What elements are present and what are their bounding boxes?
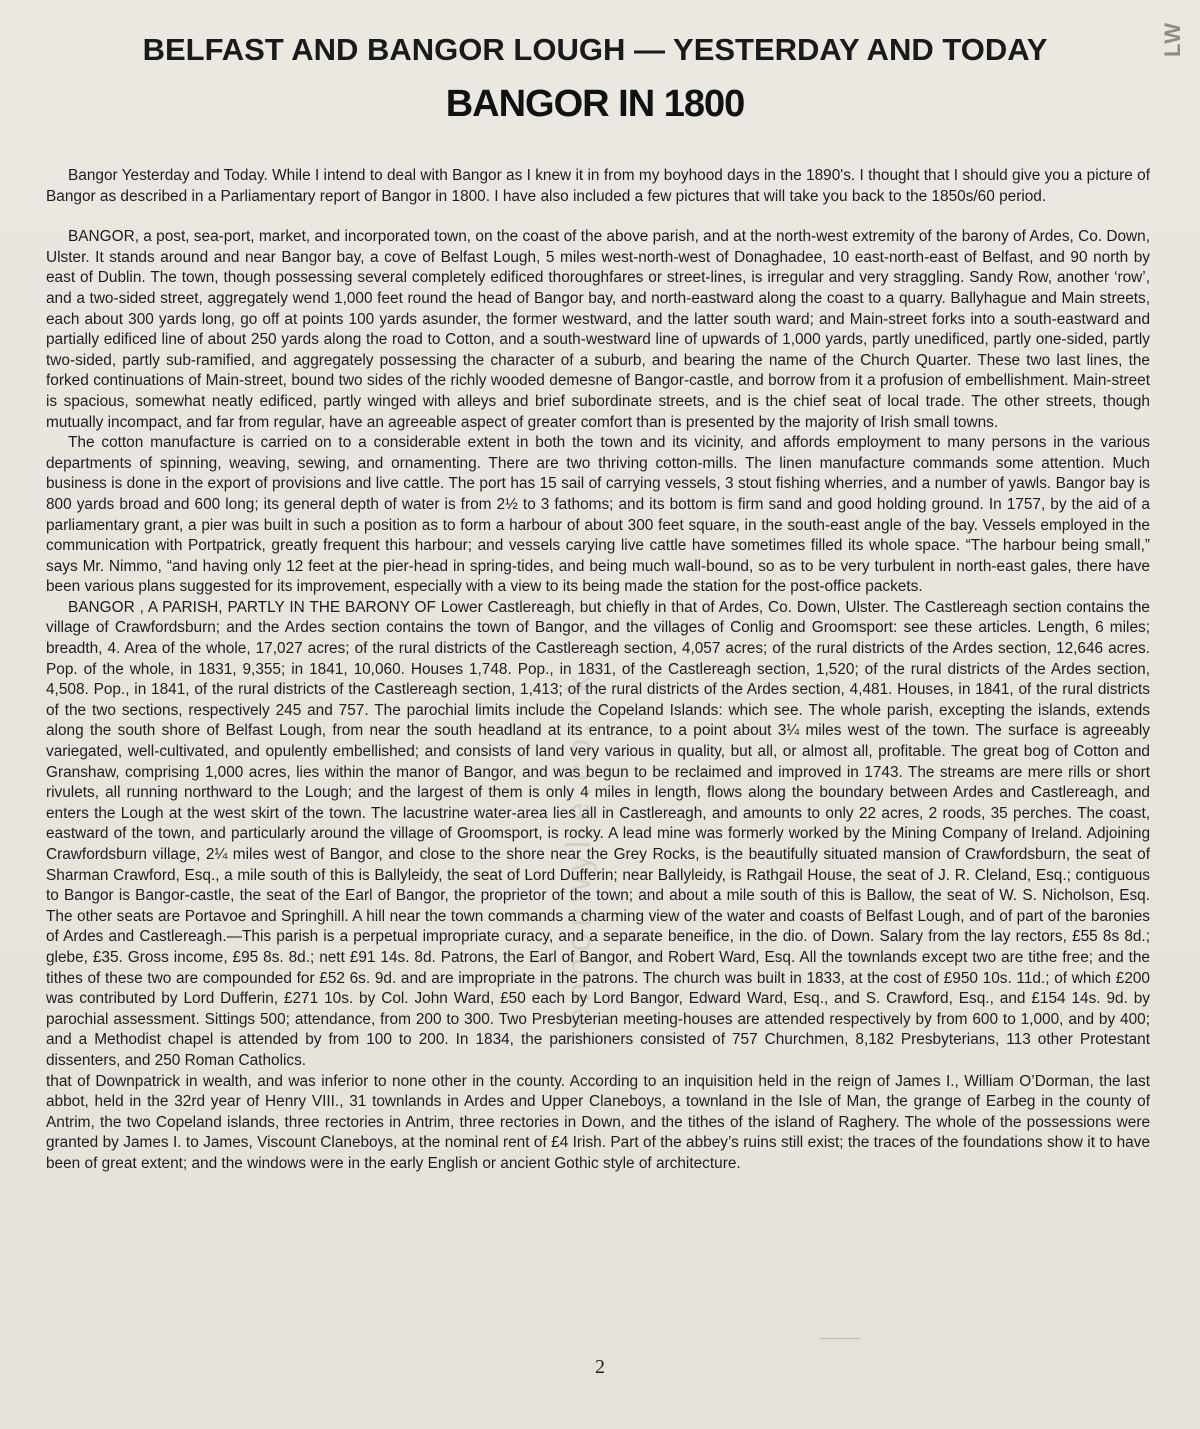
abbey-paragraph: that of Downpatrick in wealth, and was inferior to none other in the county. According to an inquisition held in the reign of James I., William O’Dorman, the last abbot, held in the 32rd year of Henry VIII., 31 townlands in Ardes and Upper Claneboys, a townland in the Isle of Man, the grange of Earbeg in the county of Antrim, the two Copeland islands, three rectories in Antrim, three rectories in Down, and the tithes of the island of Raghery. The whole of the possessions were granted by James I. to James, Viscount Claneboys, at the nominal rent of £4 Irish. Part of the abbey’s ruins still exist; the traces of the foundations show it to have been of great extent; and the windows were in the early English or ancient Gothic style of architecture. xyxy=(46,1072,1150,1172)
header xyxy=(40,30,1150,126)
watermark: lennonwylie.co.uk xyxy=(560,669,598,1040)
article-body xyxy=(46,166,1150,1175)
side-mark: LW xyxy=(1160,22,1185,57)
town-description-paragraph: BANGOR, a post, sea-port, market, and incorporated town, on the coast of the above parish, and at the north-west extremity of the barony of Ardes, Co. Down, Ulster. It stands around and near Bangor bay, a cove of Belfast Lough, 5 miles west-north-west of Donaghadee, 10 east-north-east of Belfast, and 90 north by east of Dublin. The town, though possessing several completely edificed thoroughfares or street-lines, is irregular and very straggling. Sandy Row, another ‘row’, and a two-sided street, aggregately wend 1,000 feet round the head of Bangor bay, and north-eastward along the coast to a quarry. Ballyhague and Main streets, each about 300 yards long, go off at points 100 yards asunder, the former westward, and the latter south ward; and Main-street forks into a south-eastward and partially edificed line of about 250 yards along the road to Cotton, and a south-westward line of upwards of 1,000 yards, partly unedificed, partly one-sided, partly two-sided, partly sub-ramified, and aggregately possessing the character of a suburb, and bearing the name of the Church Quarter. These two last lines, the forked continuations of Main-street, bound two sides of the richly wooded demesne of Bangor-castle, and borrow from it a profusion of embellishment. Main-street is spacious, somewhat neatly edificed, partly winged with alleys and brief subordinate streets, and is the chief seat of local trade. The other streets, though mutually incompact, and far from regular, have an agreeable aspect of greater comfort than is presented by the majority of Irish small towns. xyxy=(46,228,1150,431)
page-number: 2 xyxy=(595,1356,605,1378)
series-title: BELFAST AND BANGOR LOUGH — YESTERDAY AND TODAY xyxy=(142,32,1048,67)
page-title: BANGOR IN 1800 xyxy=(445,83,745,125)
intro-paragraph: Bangor Yesterday and Today. While I intend to deal with Bangor as I knew it in from my boyhood days in the 1890's. I thought that I should give you a picture of Bangor as described in a Parliamentary report of Bangor in 1800. I have also included a few pictures that will take you back to the 1850s/60 period. xyxy=(46,167,1150,205)
trade-harbour-paragraph: The cotton manufacture is carried on to a considerable extent in both the town and its vicinity, and affords employment to many persons in the various departments of spinning, weaving, sewing, and ornamenting. There are two thriving cotton-mills. The linen manufacture commands some attention. Much business is done in the export of provisions and live cattle. The port has 15 sail of carrying vessels, 3 stout fishing wherries, and a number of yawls. Bangor bay is 800 yards broad and 600 long; its general depth of water is from 2½ to 3 fathoms; and its bottom is firm sand and good holding ground. In 1757, by the aid of a parliamentary grant, a pier was built in such a position as to form a harbour of about 300 feet square, in the south-east angle of the bay. Vessels employed in the communication with Portpatrick, greatly frequent this harbour; and vessels carying live cattle have sometimes filled its whole space. “The harbour being small,” says Mr. Nimmo, “and having only 12 feet at the pier-head in spring-tides, and being much wall-bound, so as to be very turbulent in north-east gales, there have been various plans suggested for its improvement, especially with a view to its being made the station for the post-office packets. xyxy=(46,434,1150,596)
parish-paragraph: BANGOR , A PARISH, PARTLY IN THE BARONY OF Lower Castlereagh, but chiefly in that of Ardes, Co. Down, Ulster. The Castlereagh section contains the village of Crawfordsburn; and the Ardes section contains the town of Bangor, and the villages of Conlig and Groomsport: see these articles. Length, 6 miles; breadth, 4. Area of the whole, 17,027 acres; of the rural districts of the Castlereagh section, 4,057 acres; of the rural districts of the Ardes section, 12,646 acres. Pop. of the whole, in 1831, 9,355; in 1841, 10,060. Houses 1,748. Pop., in 1831, of the Castlereagh section, 1,520; of the rural districts of the Ardes section, 4,508. Pop., in 1841, of the rural districts of the Castlereagh section, 1,413; of the rural districts of the Ardes section, 4,481. Houses, in 1841, of the rural districts of the two sections, respectively 245 and 757. The parochial limits include the Copeland Islands: which see. The whole parish, excepting the islands, extends along the south shore of Belfast Lough, from near the south headland at its entrance, to a point about 3¼ miles west of the town. The surface is agreeably variegated, well-cultivated, and opulently embellished; and consists of land very various in quality, but all, or almost all, profitable. The great bog of Cotton and Granshaw, comprising 1,000 acres, lies within the manor of Bangor, and was begun to be reclaimed and improved in 1743. The streams are mere rills or short rivulets, all running northward to the Lough; and the largest of them is only 4 miles in length, flows along the boundary between Ardes and Castlereagh, and enters the Lough at the west skirt of the town. The lacustrine water-area lies all in Castlereagh, and amounts to only 22 acres, 2 roods, 35 perches. The coast, eastward of the town, and particularly around the village of Groomsport, is rocky. A lead mine was formerly worked by the Mining Company of Ireland. Adjoining Crawfordsburn village, 2¼ miles west of Bangor, and close to the shore near the Grey Rocks, is the beautifully situated mansion of Crawfordsburn, the seat of Sharman Crawford, Esq., a mile south of this is Ballyleidy, the seat of Lord Dufferin; near Ballyleidy, is Rathgail House, the seat of J. R. Cleland, Esq.; contiguous to Bangor is Bangor-castle, the seat of the Earl of Bangor, the proprietor of the town; and about a mile south of this is Ballow, the seat of W. S. Nicholson, Esq. The other seats are Portavoe and Springhill. A hill near the town commands a charming view of the water and coasts of Belfast Lough, and of part of the baronies of Ardes and Castlereagh.—This parish is a perpetual impropriate curacy, and a separate beneifice, in the dio. of Down. Salary from the lay rectors, £55 8s 8d.; glebe, £35. Gross income, £95 8s. 8d.; nett £91 14s. 8d. Patrons, the Earl of Bangor, and Robert Ward, Esq. All the townlands except two are tithe free; and the tithes of these two are compounded for £52 6s. 9d. and are impropriate in the patrons. The church was built in 1833, at the cost of £950 10s. 11d.; of which £200 was contributed by Lord Dufferin, £271 10s. by Col. John Ward, £50 each by Lord Bangor, Edward Ward, Esq., and S. Crawford, Esq., and £154 14s. 9d. by parochial assessment. Sittings 500; attendance, from 200 to 300. Two Presbyterian meeting-houses are attended respectively by from 600 to 1,000, and by 400; and a Methodist chapel is attended by from 100 to 200. In 1834, the parishioners consisted of 757 Churchmen, 8,182 Presbyterians, 113 other Protestant dissenters, and 250 Roman Catholics. xyxy=(46,598,1150,1069)
footer-rule xyxy=(820,1338,860,1339)
